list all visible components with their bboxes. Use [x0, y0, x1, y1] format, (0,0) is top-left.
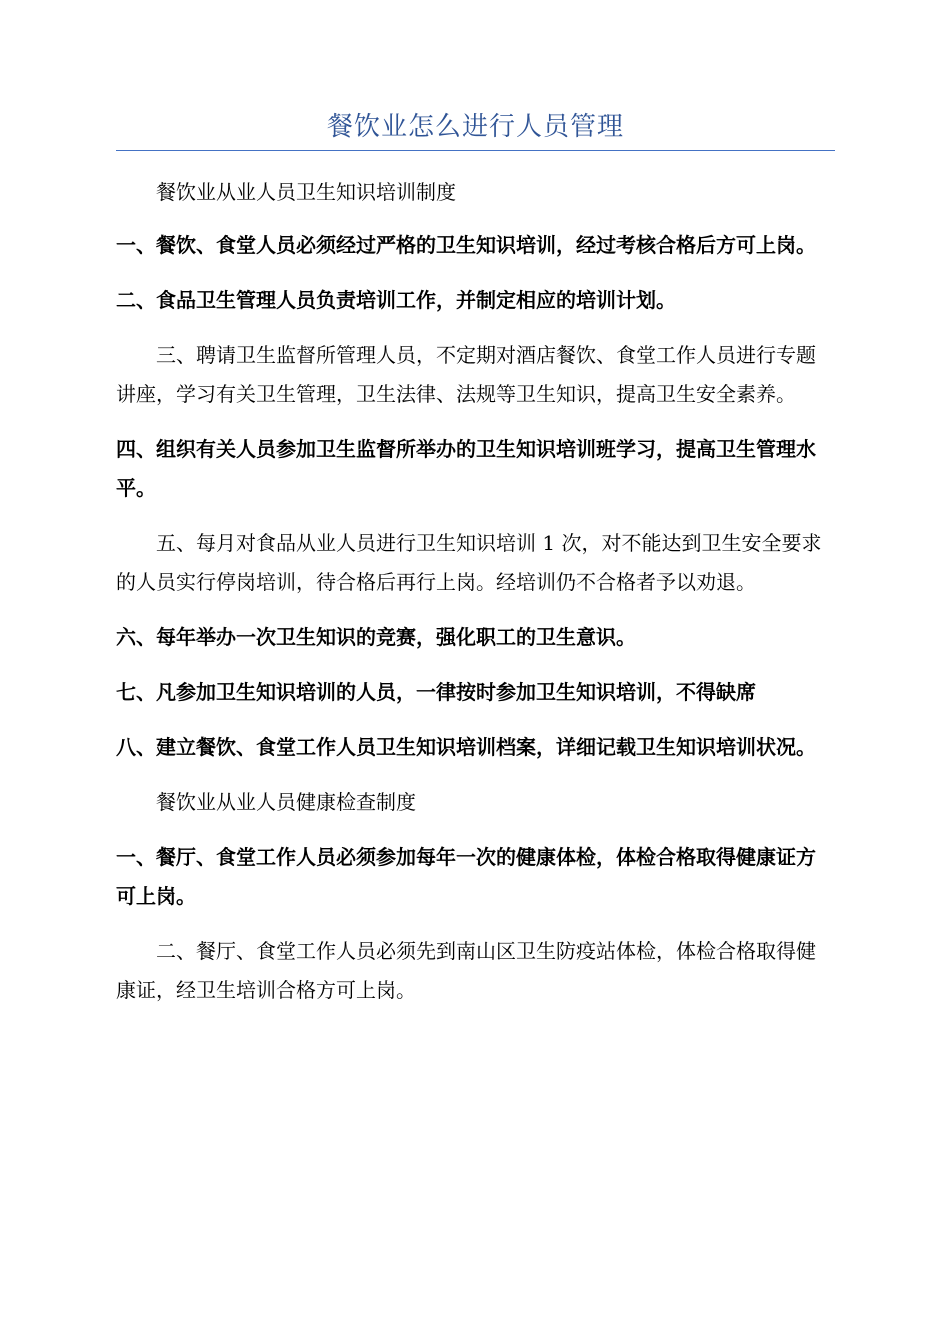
document-title: 餐饮业怎么进行人员管理	[326, 112, 624, 142]
health-item-1: 一、餐厅、食堂工作人员必须参加每年一次的健康体检，体检合格取得健康证方可上岗。	[116, 845, 816, 908]
document-page	[116, 108, 835, 1026]
training-item-7: 七、凡参加卫生知识培训的人员，一律按时参加卫生知识培训，不得缺席	[116, 680, 756, 704]
training-item-5: 五、每月对食品从业人员进行卫生知识培训 1 次，对不能达到卫生安全要求的人员实行停岗培训，待合格后再行上岗。经培训仍不合格者予以劝退。	[116, 531, 822, 594]
title-underline	[116, 150, 835, 151]
training-item-2: 二、食品卫生管理人员负责培训工作，并制定相应的培训计划。	[116, 288, 676, 312]
training-item-6: 六、每年举办一次卫生知识的竞赛，强化职工的卫生意识。	[116, 625, 636, 649]
section-heading-training: 餐饮业从业人员卫生知识培训制度	[156, 180, 456, 204]
section-heading-health: 餐饮业从业人员健康检查制度	[156, 790, 416, 814]
training-item-8: 八、建立餐饮、食堂工作人员卫生知识培训档案，详细记载卫生知识培训状况。	[116, 735, 816, 759]
training-item-4: 四、组织有关人员参加卫生监督所举办的卫生知识培训班学习，提高卫生管理水平。	[116, 437, 816, 500]
health-item-2: 二、餐厅、食堂工作人员必须先到南山区卫生防疫站体检，体检合格取得健康证，经卫生培训合格方可上岗。	[116, 939, 816, 1002]
training-item-1: 一、餐饮、食堂人员必须经过严格的卫生知识培训，经过考核合格后方可上岗。	[116, 233, 816, 257]
training-item-3: 三、聘请卫生监督所管理人员，不定期对酒店餐饮、食堂工作人员进行专题讲座，学习有关卫生管理，卫生法律、法规等卫生知识，提高卫生安全素养。	[116, 343, 816, 406]
